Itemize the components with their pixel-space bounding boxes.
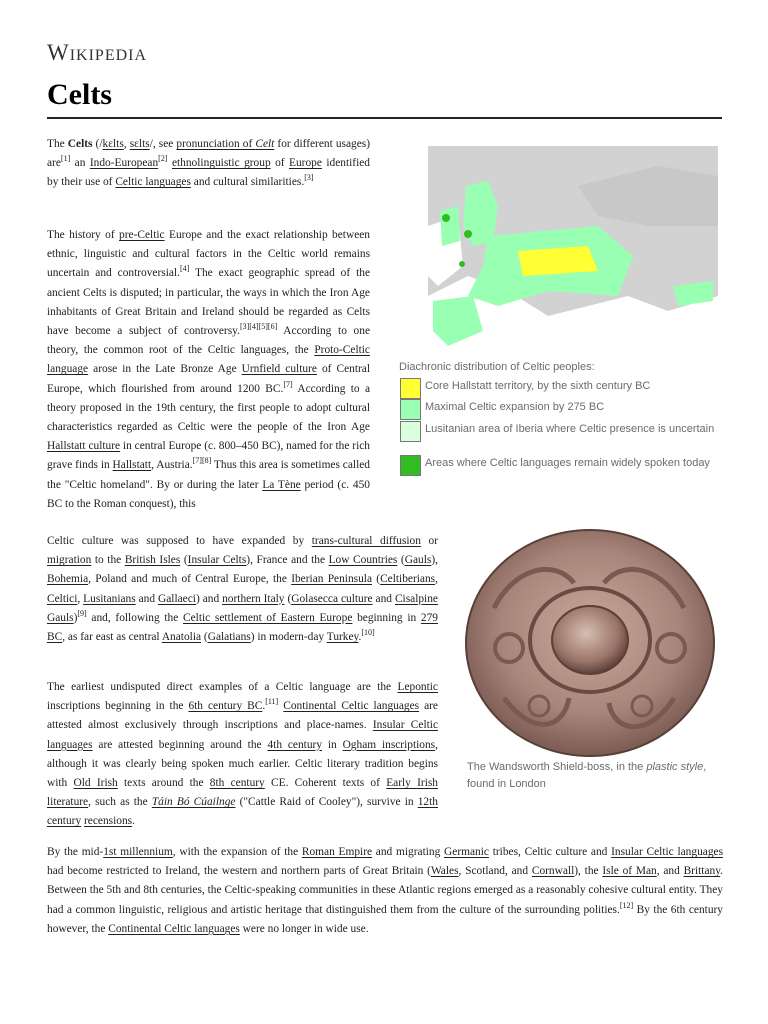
article-link[interactable]: recensions	[84, 815, 133, 828]
article-link[interactable]: Brittany	[683, 865, 721, 878]
citation-ref[interactable]: [4]	[179, 264, 190, 274]
article-link[interactable]: Celtic settlement of Eastern Europe	[183, 611, 353, 624]
title-divider	[47, 117, 722, 119]
article-link[interactable]: Low Countries	[328, 554, 398, 567]
article-link[interactable]: Gallaeci	[158, 592, 196, 605]
article-link[interactable]: Hallstatt culture	[47, 440, 121, 453]
article-link[interactable]: Isle of Man	[602, 865, 657, 878]
article-link[interactable]: pre-Celtic	[119, 229, 165, 241]
paragraph-languages: The earliest undisputed direct examples of a Celtic language are the Lepontic inscriptions beginning in the 6th century BC.[11] Continental Celtic languages are attested almost exclusively through inscriptions and place-names. Insular Celtic languages are attested beginning around the 4th century in Ogham inscriptions, although it was clearly being spoken much earlier. Celtic literary tradition begins with Old Irish texts around the 8th century CE. Coherent texts of Early Irish literature, such as the Táin Bó Cúailnge ("Cattle Raid of Cooley"), survive in 12th century recensions.	[47, 681, 438, 828]
article-link[interactable]: 279 BC	[47, 611, 438, 644]
article-link[interactable]: Hallstatt	[112, 459, 152, 472]
citation-ref[interactable]: [3][4][5][6]	[239, 322, 278, 332]
article-link[interactable]: Roman Empire	[301, 846, 373, 858]
article-link[interactable]: Lepontic	[397, 681, 438, 693]
citation-ref[interactable]: [2]	[158, 154, 168, 164]
page-title: Celts	[47, 78, 112, 111]
citation-ref[interactable]: [10]	[361, 628, 375, 638]
article-link[interactable]: Iberian Peninsula	[291, 573, 373, 586]
article-link[interactable]: Cisalpine Gauls	[47, 592, 438, 624]
article-link[interactable]: Turkey	[326, 631, 359, 644]
legend-swatch-pale-green	[400, 421, 421, 442]
article-link[interactable]: Anatolia	[161, 631, 202, 644]
citation-ref[interactable]: [7][8]	[192, 456, 212, 466]
article-link[interactable]: Continental Celtic languages	[283, 700, 420, 713]
legend-swatch-dark-green	[400, 455, 421, 476]
paragraph-intro: The Celts (/kɛlts, sɛlts/, see pronunciation of Celt for different usages) are[1] an Indo-European[2] ethnolinguistic group of Europe identified by their use of Celtic languages and cultural similarities.[3]	[47, 138, 371, 189]
article-link[interactable]: Lusitanians	[83, 592, 136, 605]
article-link[interactable]: Galatians	[207, 631, 251, 644]
wandsworth-shield-image[interactable]	[464, 528, 716, 758]
wikipedia-wordmark[interactable]: Wikipedia	[47, 40, 148, 65]
article-link[interactable]: pronunciation of Celt	[176, 138, 275, 150]
article-link[interactable]: Wales	[430, 865, 459, 878]
article-link[interactable]: kɛlts	[102, 138, 124, 150]
citation-ref[interactable]: [7]	[283, 379, 293, 389]
article-link[interactable]: Celtic languages	[115, 176, 191, 189]
shield-caption: The Wandsworth Shield-boss, in the plastic style, found in London	[467, 761, 707, 790]
legend-swatch-yellow	[400, 378, 421, 399]
article-link[interactable]: Early Irish literature	[47, 777, 438, 809]
citation-ref[interactable]: [11]	[265, 697, 279, 707]
article-link[interactable]: Insular Celtic languages	[611, 846, 723, 858]
celts-distribution-map[interactable]	[428, 146, 718, 356]
article-link[interactable]: 12th century	[47, 796, 438, 828]
article-link[interactable]: Cornwall	[531, 865, 575, 878]
article-link[interactable]: Gauls	[404, 554, 432, 567]
article-link[interactable]: Proto-Celtic language	[47, 344, 370, 376]
article-link[interactable]: La Tène	[262, 478, 301, 491]
article-link[interactable]: Germanic	[444, 846, 489, 858]
citation-ref[interactable]: [9]	[77, 609, 87, 619]
article-link[interactable]: northern Italy	[222, 592, 285, 605]
legend-swatch-light-green	[400, 399, 421, 420]
article-link[interactable]: 4th century	[267, 738, 323, 751]
paragraph-expansion: Celtic culture was supposed to have expanded by trans-cultural diffusion or migration to the British Isles (Insular Celts), France and the Low Countries (Gauls), Bohemia, Poland and much of Central Europe, the Iberian Peninsula (Celtiberians, Celtici, Lusitanians and Gallaeci) and northern Italy (Golasecca culture and Cisalpine Gauls)[9] and, following the Celtic settlement of Eastern Europe beginning in 279 BC, as far east as central Anatolia (Galatians) in modern-day Turkey.[10]	[47, 535, 438, 644]
article-link[interactable]: 1st millennium	[103, 846, 173, 858]
article-link[interactable]: Indo-European	[89, 157, 159, 170]
article-link[interactable]: trans-cultural diffusion	[311, 535, 421, 547]
citation-ref[interactable]: [12]	[619, 900, 634, 910]
article-link[interactable]: ethnolinguistic group	[171, 157, 271, 170]
article-link[interactable]: Golasecca culture	[291, 592, 373, 605]
article-link[interactable]: Celtici	[47, 592, 78, 605]
article-link[interactable]: Insular Celts	[187, 554, 247, 567]
citation-ref[interactable]: [3]	[304, 173, 314, 183]
article-link[interactable]: 8th century	[209, 777, 265, 790]
article-link[interactable]: Celtiberians	[380, 573, 436, 586]
article-link[interactable]: Insular Celtic languages	[47, 719, 438, 751]
article-link[interactable]: Ogham inscriptions	[342, 738, 436, 751]
article-link[interactable]: Táin Bó Cúailnge	[151, 796, 236, 809]
paragraph-history: The history of pre-Celtic Europe and the exact relationship between ethnic, linguistic and cultural factors in the Celtic world remains uncertain and controversial.[4] The exact geographic spread of the ancient Celts is disputed; in particular, the ways in which the Iron Age inhabitants of Great Britain and Ireland should be regarded as Celts have become a subject of controversy.[3][4][5][6] According to one theory, the common root of the Celtic languages, the Proto-Celtic language arose in the Late Bronze Age Urnfield culture of Central Europe, which flourished from around 1200 BC.[7] According to a theory proposed in the 19th century, the first people to adopt cultural characteristics regarded as Celtic were the people of the Iron Age Hallstatt culture in central Europe (c. 800–450 BC), named for the rich grave finds in Hallstatt, Austria.[7][8] Thus this area is sometimes called the "Celtic homeland". By or during the later La Tène period (c. 450 BC to the Roman conquest), this	[47, 229, 371, 510]
map-caption: Diachronic distribution of Celtic peoples:	[399, 361, 595, 373]
article-link[interactable]: Bohemia	[47, 573, 89, 586]
article-link[interactable]: sɛlts	[129, 138, 150, 150]
article-link[interactable]: Europe	[289, 157, 322, 170]
article-link[interactable]: Old Irish	[73, 777, 118, 790]
paragraph-decline: By the mid-1st millennium, with the expansion of the Roman Empire and migrating Germanic tribes, Celtic culture and Insular Celtic languages had become restricted to Ireland, the western and northern parts of Great Britain (Wales, Scotland, and Cornwall), the Isle of Man, and Brittany. Between the 5th and 8th centuries, the Celtic-speaking communities in these Atlantic regions emerged as a reasonably cohesive cultural entity. They had a common linguistic, religious and artistic heritage that distinguished them from the culture of the surrounding polities.[12] By the 6th century however, the Continental Celtic languages were no longer in wide use.	[47, 846, 724, 935]
article-link[interactable]: British Isles	[124, 554, 181, 567]
article-link[interactable]: Continental Celtic languages	[108, 922, 240, 935]
article-link[interactable]: Urnfield culture	[241, 363, 317, 376]
citation-ref[interactable]: [1]	[60, 154, 71, 164]
article-link[interactable]: migration	[47, 554, 92, 567]
article-link[interactable]: 6th century BC	[188, 700, 263, 713]
